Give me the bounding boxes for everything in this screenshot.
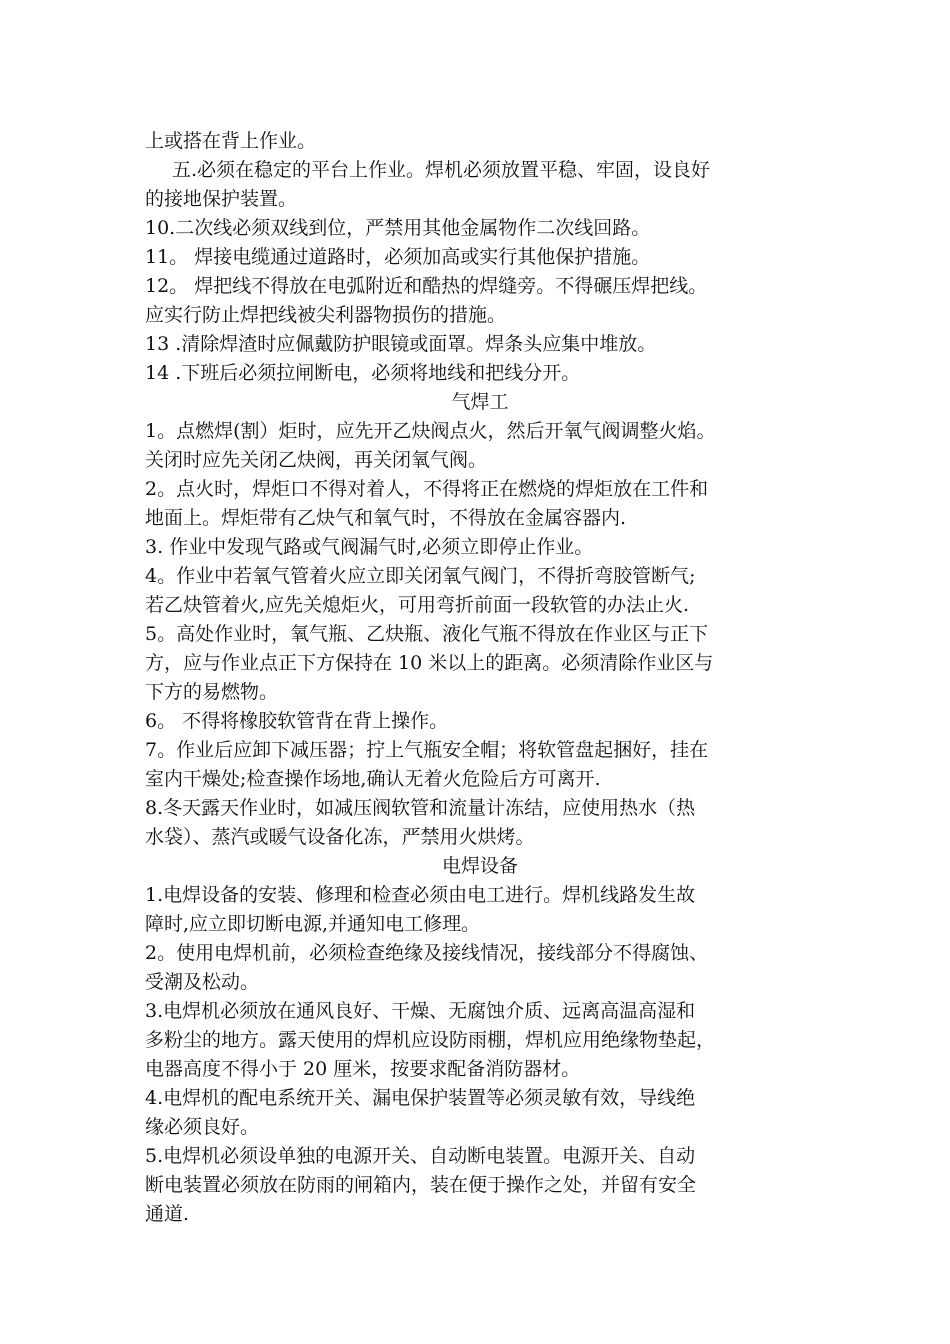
text-line: 的接地保护装置。 xyxy=(145,188,298,210)
text-line: 若乙炔管着火,应先关熄炬火，可用弯折前面一段软管的办法止火. xyxy=(145,594,690,616)
text-line: 2。使用电焊机前，必须检查绝缘及接线情况，接线部分不得腐蚀、 xyxy=(145,942,709,964)
text-line: 1。点燃焊(割）炬时，应先开乙炔阀点火，然后开氧气阀调整火焰。 xyxy=(145,420,716,442)
text-line: 4。作业中若氧气管着火应立即关闭氧气阀门，不得折弯胶管断气; xyxy=(145,565,696,587)
text-line: 11。 焊接电缆通过道路时，必须加高或实行其他保护措施。 xyxy=(145,246,651,268)
section-heading-welding-equipment: 电焊设备 xyxy=(441,855,518,877)
document-page xyxy=(145,127,815,1229)
text-line: 通道. xyxy=(145,1203,190,1225)
text-line: 电器高度不得小于 20 厘米，按要求配备消防器材。 xyxy=(145,1058,581,1080)
text-line: 室内干燥处;检查操作场地,确认无着火危险后方可离开. xyxy=(145,768,601,790)
text-line: 五.必须在稳定的平台上作业。焊机必须放置平稳、牢固，设良好 xyxy=(172,159,711,181)
text-line: 缘必须良好。 xyxy=(145,1116,260,1138)
text-line: 13 .清除焊渣时应佩戴防护眼镜或面罩。焊条头应集中堆放。 xyxy=(145,333,657,355)
text-line: 地面上。焊炬带有乙炔气和氧气时，不得放在金属容器内. xyxy=(145,507,627,529)
section-welding-rules xyxy=(145,127,815,388)
text-line: 8.冬天露天作业时，如减压阀软管和流量计冻结，应使用热水（热 xyxy=(145,797,696,819)
text-line: 断电装置必须放在防雨的闸箱内，装在便于操作之处，并留有安全 xyxy=(145,1174,697,1196)
text-line: 障时,应立即切断电源,并通知电工修理。 xyxy=(145,913,481,935)
text-line: 受潮及松动。 xyxy=(145,971,260,993)
text-line: 10.二次线必须双线到位，严禁用其他金属物作二次线回路。 xyxy=(145,217,651,239)
section-welding-equipment xyxy=(145,881,815,1229)
section-heading-gas-welder: 气焊工 xyxy=(451,391,509,413)
text-line: 5。高处作业时，氧气瓶、乙炔瓶、液化气瓶不得放在作业区与正下 xyxy=(145,623,709,645)
text-line: 4.电焊机的配电系统开关、漏电保护装置等必须灵敏有效，导线绝 xyxy=(145,1087,696,1109)
text-line: 关闭时应先关闭乙炔阀，再关闭氧气阀。 xyxy=(145,449,488,471)
text-line: 5.电焊机必须设单独的电源开关、自动断电装置。电源开关、自动 xyxy=(145,1145,696,1167)
text-line: 上或搭在背上作业。 xyxy=(145,130,317,152)
text-line: 水袋）、蒸汽或暖气设备化冻，严禁用火烘烤。 xyxy=(145,826,535,848)
text-line: 2。点火时，焊炬口不得对着人，不得将正在燃烧的焊炬放在工件和 xyxy=(145,478,709,500)
text-line: 3.电焊机必须放在通风良好、干燥、无腐蚀介质、远离高温高湿和 xyxy=(145,1000,696,1022)
text-line: 7。作业后应卸下减压器；拧上气瓶安全帽；将软管盘起捆好，挂在 xyxy=(145,739,709,761)
text-line: 方，应与作业点正下方保持在 10 米以上的距离。必须清除作业区与 xyxy=(145,652,714,674)
section-gas-welder xyxy=(145,417,815,852)
text-line: 12。 焊把线不得放在电弧附近和酷热的焊缝旁。不得碾压焊把线。 xyxy=(145,275,708,297)
text-line: 3. 作业中发现气路或气阀漏气时,必须立即停止作业。 xyxy=(145,536,594,558)
text-line: 1.电焊设备的安装、修理和检查必须由电工进行。焊机线路发生故 xyxy=(145,884,696,906)
text-line: 多粉尘的地方。露天使用的焊机应设防雨棚，焊机应用绝缘物垫起， xyxy=(145,1029,716,1051)
text-line: 6。 不得将橡胶软管背在背上操作。 xyxy=(145,710,449,732)
text-line: 应实行防止焊把线被尖利器物损伤的措施。 xyxy=(145,304,507,326)
text-line: 下方的易燃物。 xyxy=(145,681,279,703)
text-line: 14 .下班后必须拉闸断电，必须将地线和把线分开。 xyxy=(145,362,581,384)
